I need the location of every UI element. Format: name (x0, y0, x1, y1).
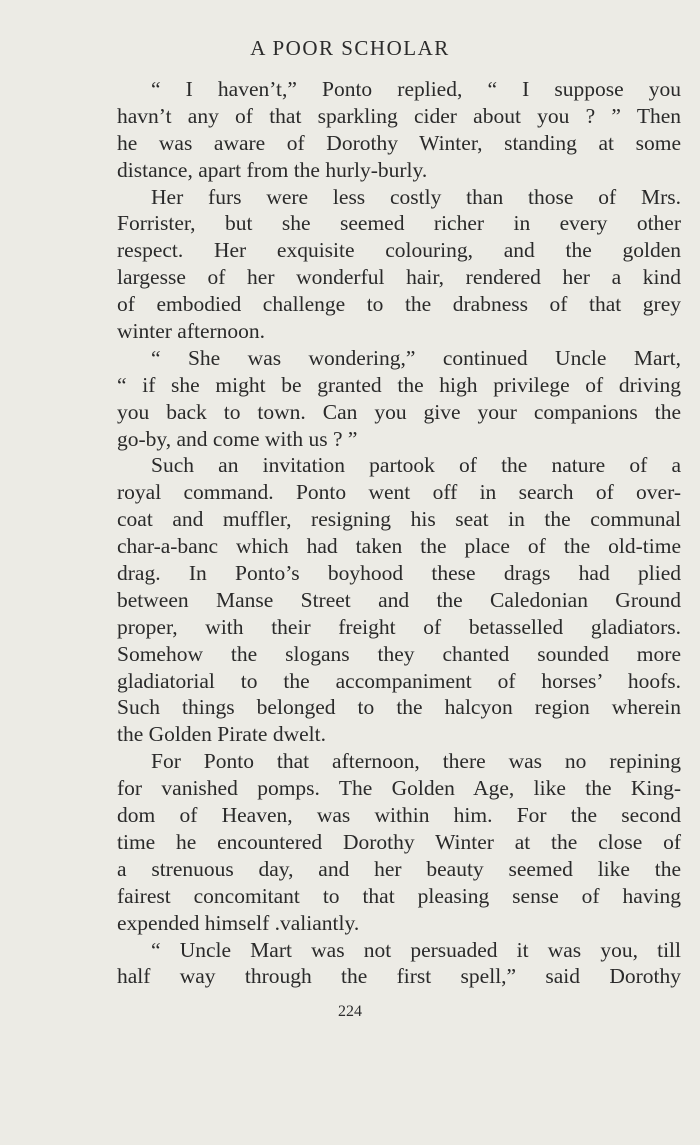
text-line: of embodied challenge to the drabness of that grey (117, 292, 681, 317)
text-line: For Ponto that afternoon, there was no repining (151, 749, 681, 774)
text-line: expended himself .valiantly. (117, 910, 360, 935)
text-line: the Golden Pirate dwelt. (117, 722, 326, 747)
text-line: “ I haven’t,” Ponto replied, “ I suppose you (151, 77, 681, 101)
text-line: winter afternoon. (117, 319, 266, 344)
text-line: dom of Heaven, was within him. For the second (117, 803, 681, 828)
page-number: 224 (338, 1003, 362, 1020)
text-line: largesse of her wonderful hair, rendered her a kind (117, 265, 681, 290)
text-line: he was aware of Dorothy Winter, standing at some (117, 130, 681, 155)
text-line: char-a-banc which had taken the place of the old-time (117, 534, 681, 559)
text-line: havn’t any of that sparkling cider about you ? ” Then (117, 103, 681, 128)
running-head: A POOR SCHOLAR (250, 36, 450, 60)
text-line: “ Uncle Mart was not persuaded it was you, till (151, 937, 681, 962)
text-line: a strenuous day, and her beauty seemed like the (117, 856, 681, 881)
text-line: Her furs were less costly than those of Mrs. (151, 184, 681, 209)
text-line: Such things belonged to the halcyon region wherein (117, 695, 681, 720)
text-line: you back to town. Can you give your companions the (117, 399, 681, 424)
text-line: “ if she might be granted the high privilege of driving (117, 372, 681, 397)
text-line: proper, with their freight of betasselled gladiators. (117, 614, 681, 639)
text-line: half way through the first spell,” said Dorothy (117, 964, 681, 989)
text-line: distance, apart from the hurly-burly. (117, 157, 428, 182)
text-line: Forrister, but she seemed richer in every other (117, 211, 681, 236)
text-line: between Manse Street and the Caledonian Ground (117, 587, 681, 612)
text-line: Somehow the slogans they chanted sounded more (117, 641, 681, 666)
text-line: go-by, and come with us ? ” (117, 426, 358, 451)
body-text (117, 76, 681, 990)
text-line: Such an invitation partook of the nature of a (151, 453, 681, 478)
text-line: drag. In Ponto’s boyhood these drags had plied (117, 561, 681, 586)
text-line: coat and muffler, resigning his seat in the communal (117, 507, 681, 532)
text-line: royal command. Ponto went off in search of over- (117, 480, 681, 505)
text-line: “ She was wondering,” continued Uncle Mart, (151, 345, 681, 370)
text-line: for vanished pomps. The Golden Age, like the King- (117, 776, 681, 801)
text-line: respect. Her exquisite colouring, and the golden (117, 238, 681, 263)
text-line: time he encountered Dorothy Winter at the close of (117, 829, 681, 854)
text-line: fairest concomitant to that pleasing sense of having (117, 883, 681, 908)
text-line: gladiatorial to the accompaniment of horses’ hoofs. (117, 668, 681, 693)
